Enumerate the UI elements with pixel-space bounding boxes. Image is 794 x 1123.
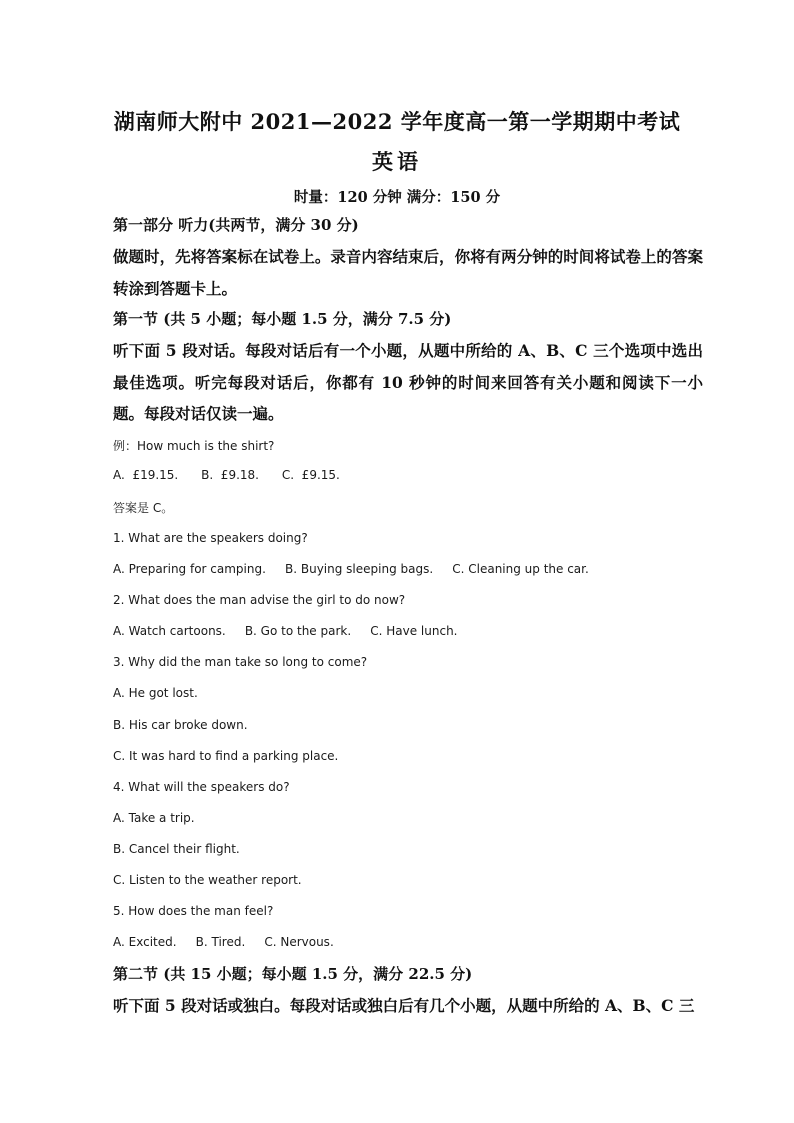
- time-info: 时量：120 分钟 满分：150 分: [293, 189, 501, 206]
- question-2-options: A. Watch cartoons. B. Go to the park. C. Have lunch.: [113, 624, 458, 638]
- question-5: 5. How does the man feel?: [113, 904, 274, 918]
- section2-instructions: 听下面 5 段对话或独白。每段对话或独白后有几个小题，从题中所给的 A、B、C 三: [113, 996, 695, 1015]
- section2-block: [113, 959, 703, 1022]
- example-answer: 答案是 C。: [113, 501, 174, 515]
- section1-heading: 第一节 (共 5 小题；每小题 1.5 分，满分 7.5 分): [113, 310, 452, 328]
- part1-block: [113, 210, 703, 430]
- question-1-options: A. Preparing for camping. B. Buying sleeping bags. C. Cleaning up the car.: [113, 562, 589, 576]
- question-4-option-c: C. Listen to the weather report.: [113, 873, 302, 887]
- question-3-option-a: A. He got lost.: [113, 686, 198, 700]
- question-1: 1. What are the speakers doing?: [113, 531, 308, 545]
- exam-subject: 英语: [372, 149, 422, 174]
- exam-title: 湖南师大附中 2021—2022 学年度高一第一学期期中考试: [113, 109, 681, 134]
- question-3: 3. Why did the man take so long to come?: [113, 655, 368, 669]
- question-4-option-b: B. Cancel their flight.: [113, 842, 240, 856]
- example-options: A. £19.15. B. £9.18. C. £9.15.: [113, 468, 340, 482]
- question-3-option-c: C. It was hard to find a parking place.: [113, 749, 339, 763]
- question-4: 4. What will the speakers do?: [113, 780, 290, 794]
- question-5-options: A. Excited. B. Tired. C. Nervous.: [113, 935, 334, 949]
- question-3-option-b: B. His car broke down.: [113, 718, 248, 732]
- question-4-option-a: A. Take a trip.: [113, 811, 195, 825]
- part1-heading: 第一部分 听力(共两节，满分 30 分): [113, 216, 359, 234]
- part1-instructions: 做题时，先将答案标在试卷上。录音内容结束后，你将有两分钟的时间将试卷上的答案转涂到答题卡上。: [113, 247, 703, 298]
- section2-heading: 第二节 (共 15 小题；每小题 1.5 分，满分 22.5 分): [113, 965, 473, 983]
- question-2: 2. What does the man advise the girl to do now?: [113, 593, 406, 607]
- section1-instructions: 听下面 5 段对话。每段对话后有一个小题，从题中所给的 A、B、C 三个选项中选出最佳选项。听完每段对话后，你都有 10 秒钟的时间来回答有关小题和阅读下一小题。每段对话仅读一遍。: [113, 341, 703, 423]
- example-question: 例：How much is the shirt?: [113, 439, 275, 453]
